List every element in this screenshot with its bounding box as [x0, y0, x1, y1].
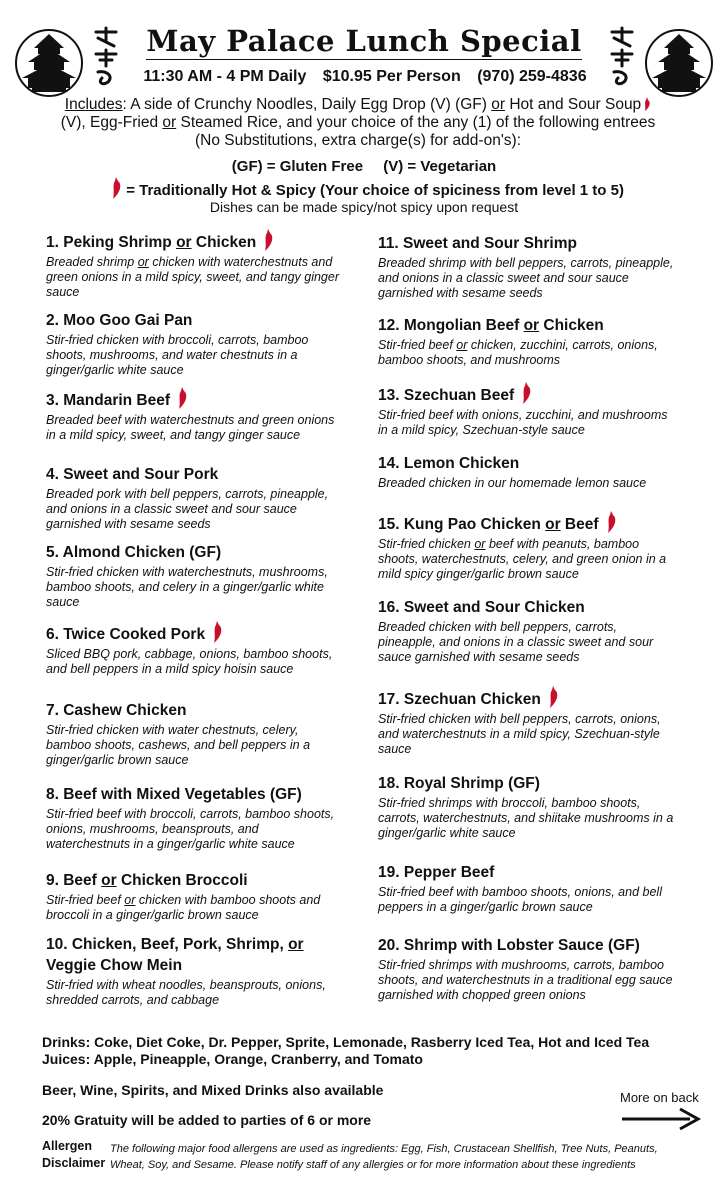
menu-item-description: Breaded shrimp with bell peppers, carrots, pineapple, and onions in a classic sweet and sour sauce garnished with sesame seeds: [378, 256, 674, 300]
arrow-right-icon: [620, 1106, 702, 1132]
menu-item: [46, 228, 346, 300]
menu-item: [46, 870, 346, 923]
menu-item-description: Stir-fried beef with broccoli, carrots, bamboo shoots, onions, mushrooms, beansprouts, and waterchestnuts in a ginger/garlic white sauce: [46, 807, 335, 851]
menu-item-description: Breaded beef with waterchestnuts and green onions in a mild spicy, sweet, and tangy ginger sauce: [46, 413, 335, 442]
allergen-text: The following major food allergens are used as ingredients: Egg, Fish, Crustacean Shellfish, Tree Nuts, Peanuts, Wheat, Soy, and Sesame. Please notify staff of any allergies or for more information about these ingredients: [110, 1143, 658, 1171]
legend-diet: [0, 158, 728, 175]
hours: 11:30 AM - 4 PM Daily: [143, 68, 307, 85]
menu-item: [378, 233, 678, 301]
menu-item-title: 17. Szechuan Chicken: [378, 685, 678, 710]
menu-item-title: 11. Sweet and Sour Shrimp: [378, 235, 577, 252]
menu-item: [46, 934, 346, 1008]
menu-item: [46, 310, 346, 378]
gratuity-note: 20% Gratuity will be added to parties of 6 or more: [42, 1112, 372, 1128]
menu-item-title: 1. Peking Shrimp or Chicken: [46, 228, 346, 253]
menu-item-description: Breaded chicken with bell peppers, carrots, pineapple, and onions in a classic sweet and sour sauce garnished with sesame seeds: [378, 620, 654, 664]
legend-v: (V) = Vegetarian: [383, 158, 497, 175]
includes-paragraph: Includes: A side of Crunchy Noodles, Daily Egg Drop (V) (GF) or Hot and Sour Soup (V), Egg-Fried or Steamed Rice, and your choice of the any (1) of the following entrees (No Substitutions, extra charge(s) for add-on's):: [60, 96, 656, 149]
phone: (970) 259-4836: [477, 68, 587, 85]
legend-spicy: = Traditionally Hot & Spicy (Your choice of spiciness from level 1 to 5): [0, 176, 728, 200]
menu-item-title: 20. Shrimp with Lobster Sauce (GF): [378, 937, 640, 954]
menu-item-description: Stir-fried chicken with waterchestnuts, mushrooms, bamboo shoots, and celery in a ginger/garlic white sauce: [46, 565, 328, 609]
menu-item: [378, 685, 678, 757]
menu-item-title: 14. Lemon Chicken: [378, 455, 520, 472]
menu-item: [378, 510, 678, 582]
menu-item: [46, 386, 346, 443]
menu-item-title: 19. Pepper Beef: [378, 864, 495, 881]
menu-item-title: 9. Beef or Chicken Broccoli: [46, 872, 248, 889]
menu-item-description: Stir-fried chicken or beef with peanuts, bamboo shoots, waterchestnuts, celery, and green onion in a mild spicy ginger/garlic brown sauce: [378, 537, 667, 581]
menu-item-description: Sliced BBQ pork, cabbage, onions, bamboo shoots, and bell peppers in a mild spicy hoisin sauce: [46, 647, 333, 676]
menu-item: [46, 784, 346, 852]
menu-item: [46, 620, 346, 677]
pepper-icon: [174, 386, 188, 410]
menu-item-description: Stir-fried beef or chicken, zucchini, carrots, onions, bamboo shoots, and mushrooms: [378, 338, 658, 367]
menu-item: [378, 935, 678, 1003]
menu-item-description: Stir-fried with wheat noodles, beansprouts, onions, shredded carrots, and cabbage: [46, 978, 326, 1007]
pepper-icon: [545, 685, 559, 709]
menu-item: [46, 700, 346, 768]
alcohol-note: Beer, Wine, Spirits, and Mixed Drinks also available: [42, 1082, 384, 1098]
menu-item-title: 8. Beef with Mixed Vegetables (GF): [46, 786, 302, 803]
menu-item-title: 16. Sweet and Sour Chicken: [378, 599, 585, 616]
juices-list: Juices: Apple, Pineapple, Orange, Cranberry, and Tomato: [42, 1051, 423, 1067]
drinks-list: Drinks: Coke, Diet Coke, Dr. Pepper, Sprite, Lemonade, Rasberry Iced Tea, Hot and Iced Tea: [42, 1034, 650, 1050]
menu-item-title: 4. Sweet and Sour Pork: [46, 466, 219, 483]
menu-item-description: Breaded chicken in our homemade lemon sauce: [378, 476, 647, 490]
menu-item: [378, 597, 678, 665]
menu-item: [378, 453, 678, 491]
menu-item-title: 12. Mongolian Beef or Chicken: [378, 317, 604, 334]
legend-gf: (GF) = Gluten Free: [231, 158, 364, 175]
menu-item-description: Stir-fried beef with onions, zucchini, and mushrooms in a mild spicy, Szechuan-style sauce: [378, 408, 668, 437]
page-title: May Palace Lunch Special: [146, 24, 582, 58]
menu-item: [378, 315, 678, 368]
menu-item: [378, 862, 678, 915]
menu-item-description: Stir-fried shrimps with mushrooms, carrots, bamboo shoots, and waterchestnuts in a traditional egg sauce garnished with chopped green onions: [378, 958, 673, 1002]
menu-item-title: 7. Cashew Chicken: [46, 702, 187, 719]
menu-item-description: Stir-fried beef with bamboo shoots, onions, and bell peppers in a ginger/garlic brown sauce: [378, 885, 662, 914]
menu-item-title: 5. Almond Chicken (GF): [46, 544, 222, 561]
menu-item: [378, 773, 678, 841]
menu-item: [46, 542, 346, 610]
menu-item-description: Stir-fried chicken with broccoli, carrots, bamboo shoots, mushrooms, and water chestnuts in a ginger/garlic white sauce: [46, 333, 309, 377]
menu-item-description: Stir-fried beef or chicken with bamboo shoots and broccoli in a ginger/garlic brown sauce: [46, 893, 321, 922]
menu-item-title: 18. Royal Shrimp (GF): [378, 775, 540, 792]
menu-item-title: 13. Szechuan Beef: [378, 381, 678, 406]
price: $10.95 Per Person: [322, 68, 461, 85]
pepper-icon: [603, 510, 617, 534]
menu-item-title: 15. Kung Pao Chicken or Beef: [378, 510, 678, 535]
menu-item-title: 3. Mandarin Beef: [46, 386, 346, 411]
allergen-label: Allergen Disclaimer: [42, 1139, 106, 1170]
menu-item: [46, 464, 346, 532]
pepper-icon: [260, 228, 274, 252]
menu-item-title: 2. Moo Goo Gai Pan: [46, 312, 193, 329]
menu-item-description: Stir-fried shrimps with broccoli, bamboo shoots, carrots, waterchestnuts, and shiitake mushrooms in a ginger/garlic white sauce: [378, 796, 674, 840]
menu-item-title: 10. Chicken, Beef, Pork, Shrimp, or Veggie Chow Mein: [46, 936, 304, 974]
menu-item-description: Breaded shrimp or chicken with waterchestnuts and green onions in a mild spicy, sweet, and tangy ginger sauce: [46, 255, 339, 299]
drinks-section: [42, 1034, 702, 1068]
pepper-icon: [209, 620, 223, 644]
menu-item-description: Stir-fried chicken with water chestnuts, celery, bamboo shoots, cashews, and bell peppers in a ginger/garlic brown sauce: [46, 723, 311, 767]
menu-item-description: Stir-fried chicken with bell peppers, carrots, onions, and waterchestnuts in a mild spicy, Szechuan-style sauce: [378, 712, 661, 756]
legend-note: Dishes can be made spicy/not spicy upon request: [209, 199, 519, 215]
pepper-icon: [108, 176, 122, 200]
menu-item: [378, 381, 678, 438]
more-on-back: More on back: [620, 1090, 699, 1105]
pepper-icon: [518, 381, 532, 405]
menu-item-description: Breaded pork with bell peppers, carrots, pineapple, and onions in a classic sweet and sour sauce garnished with sesame seeds: [46, 487, 329, 531]
pepper-icon: [641, 96, 651, 112]
menu-item-title: 6. Twice Cooked Pork: [46, 620, 346, 645]
subheader: [125, 68, 605, 86]
